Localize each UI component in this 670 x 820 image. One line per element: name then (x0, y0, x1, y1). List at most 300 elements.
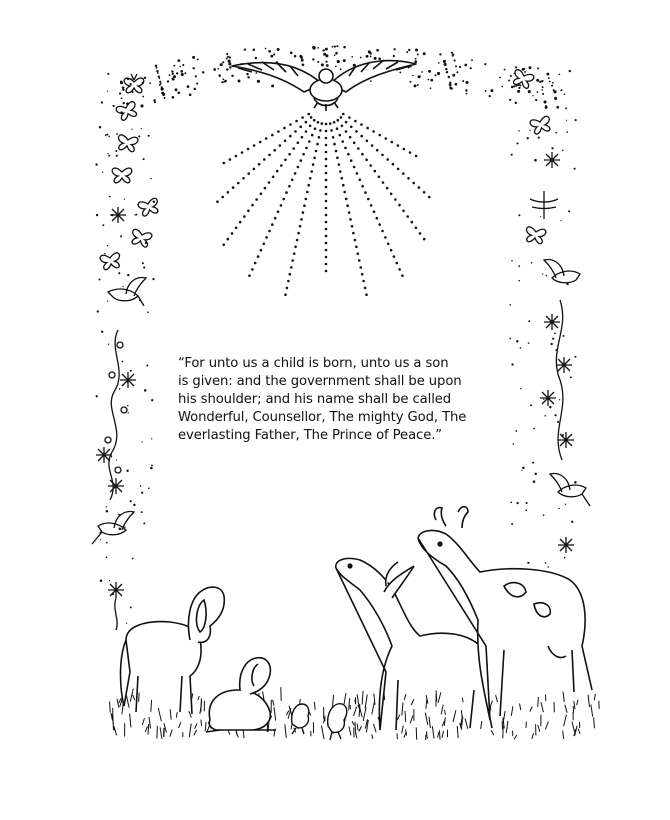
ray-dot (263, 243, 266, 246)
stipple-dot (107, 90, 108, 91)
ray-dot (310, 116, 313, 119)
butterfly-icon (130, 229, 153, 248)
ray-dot (387, 243, 390, 246)
butterfly-icon (124, 74, 144, 93)
stipple-dot (301, 59, 304, 62)
small-bird-icon (292, 704, 309, 734)
stipple-dot (449, 87, 452, 90)
stipple-dot (222, 78, 224, 80)
stipple-dot (100, 539, 101, 540)
stipple-dot (106, 556, 108, 558)
stipple-dot (300, 56, 303, 59)
ray-dot (286, 287, 289, 290)
stipple-dot (343, 59, 346, 62)
grass-blade (145, 726, 147, 732)
stipple-dot (116, 133, 118, 135)
stipple-dot (153, 200, 155, 202)
stipple-dot (141, 511, 143, 513)
stipple-dot (118, 272, 120, 274)
stipple-dot (412, 75, 414, 77)
stipple-dot (574, 356, 576, 358)
grass-blade (170, 709, 171, 719)
stipple-dot (418, 75, 421, 78)
verse-line: is given: and the government shall be upon (178, 374, 462, 389)
ray-dot (259, 141, 262, 144)
ray-dot (364, 191, 367, 194)
stipple-dot (340, 68, 342, 70)
stipple-dot (430, 79, 433, 82)
grass-blade (578, 729, 580, 734)
stipple-dot (144, 77, 146, 79)
ray-dot (393, 255, 396, 258)
ray-dot (325, 228, 328, 231)
ray-dot (268, 230, 271, 233)
stipple-dot (551, 343, 553, 345)
ray-dot (341, 125, 344, 128)
stipple-dot (221, 81, 223, 83)
stipple-dot (143, 158, 145, 160)
verse-line: his shoulder; and his name shall be called (178, 392, 452, 407)
stipple-dot (549, 81, 551, 83)
stipple-dot (414, 60, 417, 63)
stipple-dot (452, 74, 455, 77)
stipple-dot (172, 96, 175, 99)
stipple-dot (148, 487, 150, 489)
stipple-dot (501, 86, 503, 88)
stipple-dot (335, 66, 337, 68)
stipple-dot (159, 81, 161, 83)
stipple-dot (158, 75, 160, 77)
stipple-dot (529, 66, 532, 69)
stipple-dot (552, 338, 554, 340)
ray-dot (302, 211, 305, 214)
stipple-dot (140, 104, 143, 107)
ray-dot (242, 177, 245, 180)
ray-dot (303, 204, 306, 207)
stipple-dot (229, 56, 231, 58)
ray-dot (247, 210, 250, 213)
stipple-dot (374, 57, 377, 60)
ray-dot (271, 134, 274, 137)
stipple-dot (96, 395, 98, 397)
ray-dot (325, 200, 328, 203)
stipple-dot (459, 66, 461, 68)
ray-dot (371, 144, 374, 147)
stipple-dot (571, 521, 573, 523)
ray-dot (325, 172, 328, 175)
stipple-dot (228, 62, 231, 65)
stipple-dot (574, 481, 577, 484)
stipple-dot (97, 310, 99, 312)
stipple-dot (516, 340, 518, 342)
ray-dot (391, 141, 394, 144)
ray-dot (385, 137, 388, 140)
stipple-dot (116, 459, 117, 460)
ray-dot (265, 236, 268, 239)
ray-dot (321, 122, 324, 125)
stipple-dot (158, 77, 160, 79)
stipple-dot (560, 89, 562, 91)
grass-blade (374, 724, 377, 733)
stipple-dot (123, 102, 125, 104)
ray-dot (248, 274, 251, 277)
ray-dot (325, 242, 328, 245)
grass-blade (356, 733, 357, 739)
stipple-dot (115, 150, 117, 152)
stipple-dot (421, 71, 423, 73)
ray-dot (335, 150, 338, 153)
grass-blade (541, 702, 544, 712)
butterfly-icon (112, 168, 132, 183)
ray-dot (296, 239, 299, 242)
stipple-dot (556, 106, 559, 109)
stipple-dot (124, 198, 125, 199)
stipple-dot (224, 80, 227, 83)
stipple-dot (549, 406, 551, 408)
ray-dot (251, 204, 254, 207)
grass-blade (405, 711, 406, 722)
stipple-dot (108, 136, 110, 138)
stipple-dot (194, 88, 197, 91)
stipple-dot (130, 500, 132, 502)
stipple-dot (417, 84, 419, 86)
ray-dot (355, 130, 358, 133)
grass-blade (321, 726, 324, 740)
stipple-dot (149, 82, 151, 84)
stipple-dot (527, 562, 529, 564)
ray-dot (345, 121, 348, 124)
ray-dot (348, 211, 351, 214)
ray-dot (397, 168, 400, 171)
stipple-dot (370, 80, 372, 82)
stipple-dot (515, 66, 517, 68)
grass-blade (149, 717, 151, 729)
ray-dot (222, 244, 225, 247)
ray-dot (283, 127, 286, 130)
ray-dot (295, 120, 298, 123)
ray-dot (411, 221, 414, 224)
stipple-dot (101, 331, 103, 333)
small-bird-icon (328, 704, 347, 740)
stipple-dot (518, 265, 520, 267)
grass-blade (563, 731, 564, 739)
stipple-dot (150, 178, 152, 180)
grass-blade (363, 708, 366, 721)
stipple-dot (151, 464, 153, 466)
ray-dot (253, 168, 256, 171)
stipple-dot (217, 68, 219, 70)
stipple-dot (519, 84, 521, 86)
ray-dot (373, 211, 376, 214)
ray-dot (354, 239, 357, 242)
stipple-dot (470, 67, 472, 69)
stipple-dot (455, 83, 458, 86)
stipple-dot (113, 105, 115, 107)
stipple-dot (466, 81, 469, 84)
grass-blade (170, 730, 172, 737)
stipple-dot (518, 214, 520, 216)
stipple-dot (532, 462, 534, 464)
stipple-dot (107, 153, 108, 154)
stipple-dot (511, 363, 513, 365)
ray-dot (297, 166, 300, 169)
ray-dot (398, 204, 401, 207)
ray-dot (300, 218, 303, 221)
stipple-dot (121, 97, 123, 99)
stipple-dot (119, 92, 121, 94)
ray-dot (419, 232, 422, 235)
stipple-dot (107, 73, 109, 75)
ray-dot (398, 268, 401, 271)
stipple-dot (554, 414, 556, 416)
ray-dot (370, 204, 373, 207)
stipple-dot (545, 105, 547, 107)
ray-dot (353, 142, 356, 145)
stipple-dot (499, 77, 501, 79)
ray-dot (257, 255, 260, 258)
ray-dot (336, 127, 339, 130)
stipple-dot (107, 245, 108, 246)
ray-dot (288, 153, 291, 156)
ray-dot (339, 134, 342, 137)
ray-dot (243, 215, 246, 218)
ray-dot (265, 137, 268, 140)
ray-dot (397, 144, 400, 147)
stipple-dot (169, 74, 171, 76)
stipple-dot (452, 55, 454, 57)
ray-dot (272, 176, 275, 179)
ray-dot (325, 256, 328, 259)
stipple-dot (255, 72, 257, 74)
ray-dot (273, 149, 276, 152)
ray-dot (314, 127, 317, 130)
stipple-dot (534, 159, 537, 162)
stipple-dot (144, 389, 147, 392)
grass-blade (426, 699, 427, 709)
ray-dot (325, 165, 328, 168)
stipple-dot (527, 137, 529, 139)
grass-blade (273, 700, 274, 706)
ray-dot (284, 140, 287, 143)
stipple-dot (150, 467, 153, 470)
ray-dot (301, 136, 304, 139)
ray-dot (325, 193, 328, 196)
verse-line: Wonderful, Counsellor, The mighty God, The (178, 410, 467, 425)
stipple-dot (553, 90, 556, 93)
stipple-dot (489, 95, 491, 97)
grass-blade (564, 715, 567, 727)
stipple-dot (511, 154, 513, 156)
ray-dot (263, 158, 266, 161)
ray-dot (299, 126, 302, 129)
stipple-dot (142, 96, 144, 98)
stipple-dot (257, 80, 260, 83)
grass-blade (130, 714, 131, 728)
ray-dot (355, 246, 358, 249)
stipple-dot (126, 470, 128, 472)
stipple-dot (337, 60, 339, 62)
stipple-dot (560, 220, 561, 221)
grass-blade (453, 710, 456, 722)
stipple-dot (564, 93, 566, 95)
stipple-dot (148, 135, 150, 137)
ray-dot (340, 116, 343, 119)
stipple-dot (107, 300, 108, 301)
ray-dot (364, 287, 367, 290)
ray-dot (289, 123, 292, 126)
ray-dot (403, 148, 406, 151)
stipple-dot (105, 134, 107, 136)
ray-dot (291, 179, 294, 182)
stipple-dot (229, 66, 231, 68)
grass-blade (201, 720, 202, 727)
ray-dot (274, 217, 277, 220)
stipple-dot (177, 59, 180, 62)
stipple-dot (566, 131, 568, 133)
bible-verse (178, 355, 498, 445)
ray-dot (376, 217, 379, 220)
stipple-dot (410, 81, 412, 83)
ray-dot (402, 210, 405, 213)
stipple-dot (428, 79, 430, 81)
ray-dot (415, 155, 418, 158)
grass-blade (372, 734, 373, 739)
butterfly-icon (530, 116, 553, 135)
ray-dot (390, 193, 393, 196)
ray-dot (325, 158, 328, 161)
ray-dot (332, 136, 335, 139)
flower-icon (544, 314, 560, 330)
ray-dot (401, 274, 404, 277)
stipple-dot (141, 441, 142, 442)
stipple-dot (443, 60, 446, 63)
stipple-dot (277, 48, 280, 51)
stipple-dot (100, 580, 103, 583)
stipple-dot (406, 51, 408, 53)
stipple-dot (173, 65, 175, 67)
grass-blade (416, 727, 417, 739)
flower-icon (558, 432, 574, 448)
stipple-dot (566, 120, 567, 121)
ray-dot (353, 166, 356, 169)
stipple-dot (376, 49, 379, 52)
ray-dot (367, 198, 370, 201)
stipple-dot (122, 86, 125, 89)
stipple-dot (537, 67, 539, 69)
ray-dot (325, 270, 328, 273)
ray-dot (381, 154, 384, 157)
stipple-dot (197, 58, 199, 60)
stipple-dot (509, 304, 511, 306)
stipple-dot (516, 502, 518, 504)
stipple-dot (546, 73, 549, 76)
ray-dot (349, 136, 352, 139)
stipple-dot (131, 128, 132, 129)
ray-dot (402, 172, 405, 175)
ray-dot (297, 232, 300, 235)
grass-blade (481, 721, 482, 729)
stipple-dot (167, 80, 169, 82)
butterfly-icon (524, 226, 546, 244)
ray-dot (325, 144, 328, 147)
ray-dot (277, 130, 280, 133)
ray-dot (306, 191, 309, 194)
bird-icon (92, 512, 134, 544)
stipple-dot (516, 142, 518, 144)
stipple-dot (451, 52, 453, 54)
grass-blade (594, 717, 595, 728)
stipple-dot (565, 504, 566, 505)
stipple-dot (564, 557, 566, 559)
ray-dot (409, 151, 412, 154)
ray-dot (255, 198, 258, 201)
ray-dot (428, 196, 431, 199)
ray-dot (247, 148, 250, 151)
ray-dot (223, 162, 226, 165)
ray-dot (369, 164, 372, 167)
dove-icon (232, 60, 416, 111)
ray-dot (351, 225, 354, 228)
ray-dot (294, 172, 297, 175)
stipple-dot (119, 388, 121, 390)
stipple-dot (415, 48, 418, 51)
ray-dot (264, 187, 267, 190)
stipple-dot (437, 72, 440, 75)
ray-dot (354, 120, 357, 123)
ray-dot (268, 154, 271, 157)
lying-lamb-icon (206, 658, 276, 732)
stipple-dot (428, 70, 431, 73)
stipple-dot (160, 83, 162, 85)
grass-blade (354, 707, 357, 716)
stipple-dot (444, 63, 447, 66)
ray-dot (284, 159, 287, 162)
ray-dot (356, 172, 359, 175)
flower-icon (558, 537, 574, 553)
stipple-dot (120, 81, 123, 84)
ray-dot (305, 121, 308, 124)
stipple-dot (530, 404, 532, 406)
ray-dot (292, 147, 295, 150)
stipple-dot (96, 214, 98, 216)
verse-line: “For unto us a child is born, unto us a son (178, 356, 449, 371)
stipple-dot (456, 71, 458, 73)
ray-dot (276, 170, 279, 173)
ray-dot (339, 170, 342, 173)
grass-blade (441, 705, 443, 715)
stipple-dot (510, 502, 512, 504)
stipple-dot (568, 210, 570, 212)
stipple-dot (565, 107, 567, 109)
ray-dot (280, 204, 283, 207)
stipple-dot (189, 93, 192, 96)
ray-dot (312, 163, 315, 166)
stipple-dot (102, 224, 104, 226)
ray-dot (299, 225, 302, 228)
stipple-dot (161, 88, 164, 91)
ray-dot (361, 185, 364, 188)
ray-dot (229, 158, 232, 161)
stipple-dot (156, 67, 158, 69)
stipple-dot (227, 56, 229, 58)
grass-blade (496, 695, 498, 702)
grass-blade (406, 729, 407, 735)
stipple-dot (370, 55, 372, 57)
grass-blade (158, 708, 161, 721)
ray-dot (258, 163, 261, 166)
flower-icon (110, 207, 126, 223)
ray-dot (309, 177, 312, 180)
